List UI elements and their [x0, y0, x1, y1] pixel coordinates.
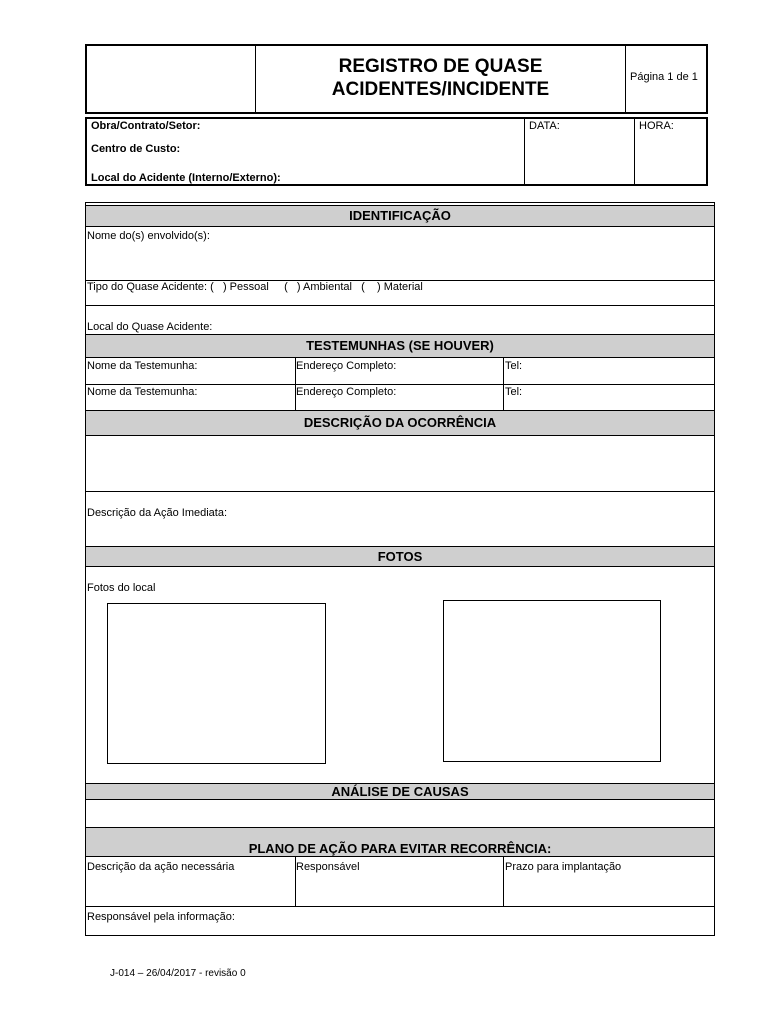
section-identificacao: IDENTIFICAÇÃO: [86, 205, 714, 227]
section-analise-causas: ANÁLISE DE CAUSAS: [86, 783, 714, 800]
centro-custo-label: Centro de Custo:: [91, 143, 181, 155]
local-quase-acidente-label: Local do Quase Acidente:: [87, 321, 213, 333]
nomes-envolvidos-label: Nome do(s) envolvido(s):: [87, 230, 210, 242]
section-testemunhas: TESTEMUNHAS (SE HOUVER): [86, 334, 714, 358]
data-label: DATA:: [529, 120, 560, 132]
col-divider: [295, 358, 296, 410]
testemunha-nome-2: Nome da Testemunha:: [87, 386, 198, 398]
responsavel-informacao-label: Responsável pela informação:: [87, 911, 235, 923]
local-acidente-label: Local do Acidente (Interno/Externo):: [91, 172, 281, 184]
main-form-box: [85, 202, 715, 936]
form-code-footer: J-014 – 26/04/2017 - revisão 0: [110, 968, 246, 979]
obra-label: Obra/Contrato/Setor:: [91, 120, 201, 132]
hora-label: HORA:: [639, 120, 674, 132]
photo-frame-right: [443, 600, 661, 762]
acao-necessaria-header: Descrição da ação necessária: [87, 861, 235, 873]
testemunha-nome-1: Nome da Testemunha:: [87, 360, 198, 372]
divider: [86, 384, 714, 385]
page-number: Página 1 de 1: [630, 71, 698, 83]
section-plano-acao: PLANO DE AÇÃO PARA EVITAR RECORRÊNCIA:: [86, 827, 714, 857]
divider: [86, 305, 714, 306]
testemunha-tel-2: Tel:: [505, 386, 523, 398]
divider: [86, 491, 714, 492]
logo-placeholder: [87, 46, 254, 112]
info-divider-data: [524, 118, 525, 185]
testemunha-tel-1: Tel:: [505, 360, 523, 372]
info-divider-hora: [634, 118, 635, 185]
tipo-quase-acidente-label: Tipo do Quase Acidente: ( ) Pessoal ( ) Ambiental ( ) Material: [87, 281, 423, 293]
photo-frame-left: [107, 603, 326, 764]
testemunha-endereco-1: Endereço Completo:: [296, 360, 397, 372]
section-descricao: DESCRIÇÃO DA OCORRÊNCIA: [86, 410, 714, 436]
prazo-header: Prazo para implantação: [505, 861, 622, 873]
divider: [86, 906, 714, 907]
section-fotos: FOTOS: [86, 546, 714, 567]
testemunha-endereco-2: Endereço Completo:: [296, 386, 397, 398]
header-divider-right: [625, 45, 626, 113]
col-divider: [295, 857, 296, 906]
col-divider: [503, 857, 504, 906]
form-title-line2: ACIDENTES/INCIDENTE: [331, 79, 550, 100]
acao-imediata-label: Descrição da Ação Imediata:: [87, 507, 228, 519]
form-title-line1: REGISTRO DE QUASE: [338, 56, 543, 77]
col-divider: [503, 358, 504, 410]
responsavel-header: Responsável: [296, 861, 360, 873]
fotos-local-label: Fotos do local: [87, 582, 156, 594]
